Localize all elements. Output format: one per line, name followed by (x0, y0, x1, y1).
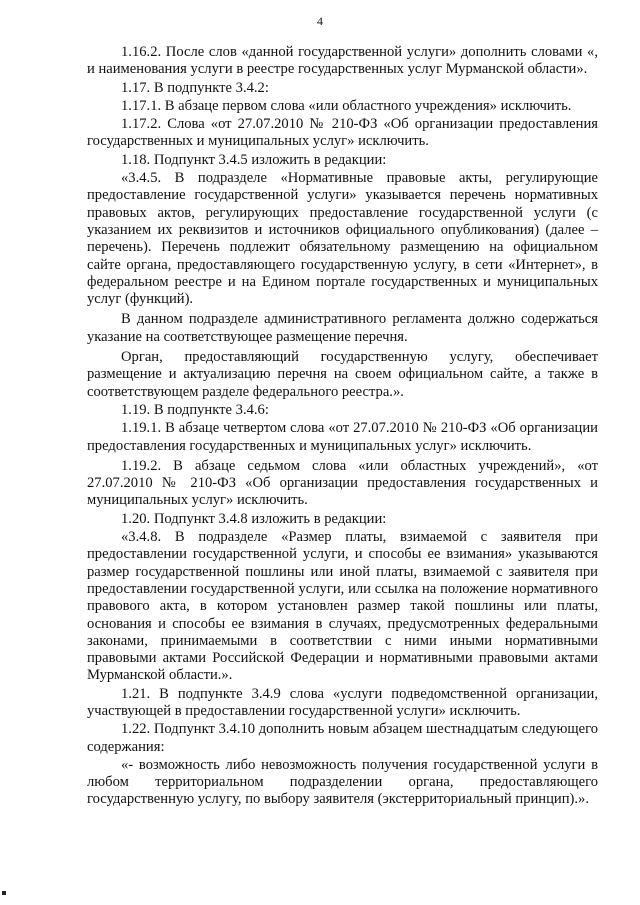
paragraph-1-17-2: 1.17.2. Слова «от 27.07.2010 № 210-ФЗ «Об организации предоставления государственных и муниципальных услуг» исключить. (87, 116, 598, 150)
paragraph-1-16-2: 1.16.2. После слов «данной государственной услуги» дополнить словами «, и наименования услуги в реестре государственных услуг Мурманской области». (87, 44, 598, 78)
paragraph-new-abzac: «- возможность либо невозможность получения государственной услуги в любом территориальном подразделении органа, предоставляющего государственную услугу, по выбору заявителя (экстерриториальный принцип).». (87, 756, 598, 808)
paragraph-3-4-8: «3.4.8. В подразделе «Размер платы, взимаемой с заявителя при предоставлении государственной услуги, и способы ее взимания» указываются размер государственной пошлины или иной платы, взимаемой с заявителя при предоставлении государственной услуги, или ссылка на положение нормативного правового акта, в котором установлен размер такой пошлины или платы, основания и способы ее взимания в случаях, предусмотренных федеральными законами, принимаемыми в соответствии с ними иными нормативными правовыми актами Российской Федерации и нормативными правовыми актами Мурманской области.». (87, 529, 598, 684)
page-number: 4 (317, 14, 323, 28)
paragraph-1-17: 1.17. В подпункте 3.4.2: (121, 79, 269, 96)
paragraph-1-22: 1.22. Подпункт 3.4.10 дополнить новым абзацем шестнадцатым следующего содержания: (87, 721, 598, 755)
paragraph-1-17-1: 1.17.1. В абзаце первом слова «или областного учреждения» исключить. (121, 97, 572, 114)
paragraph-1-19-1: 1.19.1. В абзаце четвертом слова «от 27.07.2010 № 210-ФЗ «Об организации предоставления государственных и муниципальных услуг» исключить. (87, 420, 598, 454)
paragraph-3-4-5-placement: В данном подразделе административного регламента должно содержаться указание на соответствующее размещение перечня. (87, 311, 598, 345)
paragraph-1-21: 1.21. В подпункте 3.4.9 слова «услуги подведомственной организации, участвующей в предоставлении государственной услуги» исключить. (87, 685, 598, 719)
paragraph-1-18: 1.18. Подпункт 3.4.5 изложить в редакции: (121, 151, 387, 168)
paragraph-1-19: 1.19. В подпункте 3.4.6: (121, 401, 269, 418)
scan-mark (2, 891, 6, 895)
paragraph-1-19-2: 1.19.2. В абзаце седьмом слова «или областных учреждений», «от 27.07.2010 № 210-ФЗ «Об организации предоставления государственных и муниципальных услуг» исключить. (87, 457, 598, 509)
document-body (87, 44, 598, 810)
paragraph-3-4-5-organ: Орган, предоставляющий государственную услугу, обеспечивает размещение и актуализацию перечня на своем официальном сайте, а также в соответствующем разделе федерального реестра.». (87, 349, 598, 400)
paragraph-3-4-5: «3.4.5. В подразделе «Нормативные правовые акты, регулирующие предоставление государственной услуги» указывается перечень нормативных правовых актов, регулирующих предоставление государственной услуги (с указанием их реквизитов и источников официального опубликования) (далее – перечень). Перечень подлежит обязательному размещению на официальном сайте органа, предоставляющего государственную услугу, в сети «Интернет», в федеральном реестре и на Едином портале государственных и муниципальных услуг (функций). (87, 170, 598, 308)
paragraph-1-20: 1.20. Подпункт 3.4.8 изложить в редакции: (121, 510, 387, 527)
